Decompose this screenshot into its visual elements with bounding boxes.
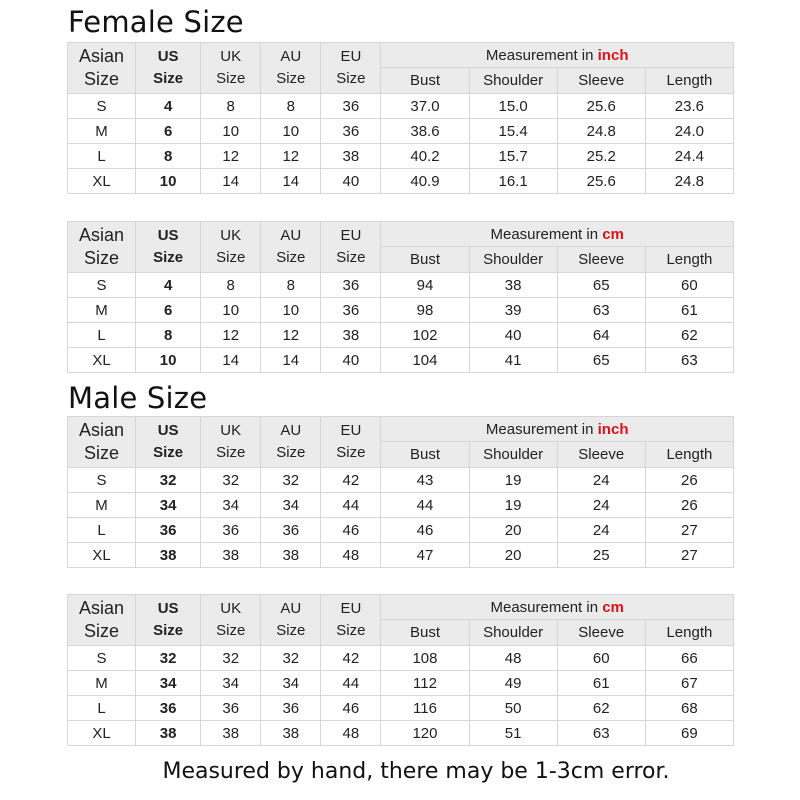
- uk-size-header-line2: Size: [216, 249, 246, 266]
- bust-cell: 38.6: [381, 119, 469, 144]
- length-cell: 27: [645, 518, 733, 543]
- table-row: [68, 169, 734, 194]
- length-cell: 66: [645, 646, 733, 671]
- bust-cell: 94: [381, 273, 469, 298]
- uk-size-header-line1: UK: [220, 600, 242, 617]
- uk-size-header-line1: UK: [220, 48, 242, 65]
- eu-size-header: [321, 222, 381, 273]
- eu-cell: 40: [321, 169, 381, 194]
- bust-cell: 108: [381, 646, 469, 671]
- eu-cell: 40: [321, 348, 381, 373]
- sleeve-header: Sleeve: [557, 247, 645, 273]
- measurement-unit: cm: [602, 225, 624, 243]
- measurement-prefix: Measurement in: [490, 225, 603, 243]
- header-row: [68, 595, 734, 620]
- us-cell: 8: [136, 323, 201, 348]
- us-size-header-line1: US: [157, 422, 179, 439]
- length-header: Length: [645, 442, 733, 468]
- table-row: [68, 696, 734, 721]
- shoulder-cell: 20: [469, 543, 557, 568]
- sleeve-cell: 63: [557, 721, 645, 746]
- asian-cell: XL: [68, 169, 136, 194]
- us-size-header-line1: US: [157, 227, 179, 244]
- au-size-header-line1: AU: [280, 422, 302, 439]
- table-row: [68, 119, 734, 144]
- au-cell: 8: [261, 273, 321, 298]
- au-cell: 14: [261, 169, 321, 194]
- table-row: [68, 671, 734, 696]
- uk-cell: 32: [201, 646, 261, 671]
- eu-cell: 46: [321, 518, 381, 543]
- eu-cell: 48: [321, 543, 381, 568]
- eu-size-header-line2: Size: [336, 249, 366, 266]
- bust-header: Bust: [381, 442, 469, 468]
- eu-size-header: [321, 417, 381, 468]
- eu-cell: 44: [321, 671, 381, 696]
- female-size-heading: Female Size: [68, 5, 244, 39]
- sleeve-cell: 24.8: [557, 119, 645, 144]
- us-cell: 36: [136, 518, 201, 543]
- sleeve-cell: 63: [557, 298, 645, 323]
- uk-size-header: [201, 595, 261, 646]
- sleeve-cell: 65: [557, 273, 645, 298]
- length-cell: 26: [645, 493, 733, 518]
- uk-cell: 10: [201, 119, 261, 144]
- uk-cell: 34: [201, 493, 261, 518]
- measurement-unit: inch: [597, 420, 629, 438]
- asian-size-header-line1: Asian: [79, 225, 125, 245]
- asian-size-header-line1: Asian: [79, 46, 125, 66]
- shoulder-cell: 48: [469, 646, 557, 671]
- au-size-header: [261, 43, 321, 94]
- bust-cell: 47: [381, 543, 469, 568]
- uk-cell: 12: [201, 323, 261, 348]
- sleeve-cell: 24: [557, 468, 645, 493]
- asian-cell: L: [68, 323, 136, 348]
- table-row: [68, 646, 734, 671]
- asian-cell: XL: [68, 543, 136, 568]
- uk-cell: 14: [201, 348, 261, 373]
- eu-cell: 44: [321, 493, 381, 518]
- au-cell: 10: [261, 298, 321, 323]
- sleeve-cell: 60: [557, 646, 645, 671]
- us-cell: 32: [136, 468, 201, 493]
- table-row: [68, 348, 734, 373]
- us-size-header-line2: Size: [153, 622, 184, 639]
- au-cell: 32: [261, 646, 321, 671]
- table-row: [68, 493, 734, 518]
- sleeve-cell: 24: [557, 518, 645, 543]
- asian-cell: L: [68, 696, 136, 721]
- au-size-header-line2: Size: [276, 70, 306, 87]
- us-size-header-line1: US: [157, 48, 179, 65]
- asian-cell: XL: [68, 348, 136, 373]
- bust-cell: 37.0: [381, 94, 469, 119]
- sleeve-header: Sleeve: [557, 442, 645, 468]
- eu-cell: 48: [321, 721, 381, 746]
- eu-cell: 36: [321, 273, 381, 298]
- eu-size-header-line1: EU: [340, 48, 362, 65]
- length-cell: 67: [645, 671, 733, 696]
- uk-cell: 36: [201, 518, 261, 543]
- eu-size-header-line1: EU: [340, 227, 362, 244]
- shoulder-cell: 40: [469, 323, 557, 348]
- bust-cell: 40.9: [381, 169, 469, 194]
- au-size-header-line2: Size: [276, 622, 306, 639]
- shoulder-cell: 51: [469, 721, 557, 746]
- sleeve-header: Sleeve: [557, 68, 645, 94]
- uk-cell: 34: [201, 671, 261, 696]
- table-row: [68, 273, 734, 298]
- us-cell: 4: [136, 273, 201, 298]
- bust-header: Bust: [381, 68, 469, 94]
- au-size-header: [261, 595, 321, 646]
- eu-size-header: [321, 43, 381, 94]
- us-cell: 34: [136, 493, 201, 518]
- sleeve-cell: 65: [557, 348, 645, 373]
- asian-size-header: [68, 43, 136, 94]
- length-cell: 24.8: [645, 169, 733, 194]
- eu-size-header-line1: EU: [340, 600, 362, 617]
- us-cell: 6: [136, 298, 201, 323]
- bust-header: Bust: [381, 247, 469, 273]
- shoulder-header: Shoulder: [469, 247, 557, 273]
- asian-cell: S: [68, 468, 136, 493]
- eu-cell: 38: [321, 323, 381, 348]
- length-cell: 27: [645, 543, 733, 568]
- asian-size-header-line2: Size: [84, 69, 120, 89]
- male-inch-table: [67, 416, 734, 568]
- eu-size-header-line2: Size: [336, 70, 366, 87]
- shoulder-cell: 38: [469, 273, 557, 298]
- header-row: [68, 417, 734, 442]
- eu-size-header-line2: Size: [336, 622, 366, 639]
- eu-cell: 46: [321, 696, 381, 721]
- length-cell: 68: [645, 696, 733, 721]
- au-cell: 34: [261, 493, 321, 518]
- eu-cell: 36: [321, 298, 381, 323]
- table-row: [68, 468, 734, 493]
- measurement-unit-header: [381, 595, 734, 620]
- measurement-prefix: Measurement in: [485, 46, 598, 64]
- eu-cell: 36: [321, 119, 381, 144]
- sleeve-cell: 25.6: [557, 169, 645, 194]
- us-cell: 32: [136, 646, 201, 671]
- measurement-footnote: Measured by hand, there may be 1-3cm error.: [162, 759, 670, 784]
- asian-cell: M: [68, 298, 136, 323]
- length-cell: 62: [645, 323, 733, 348]
- eu-size-header-line1: EU: [340, 422, 362, 439]
- asian-cell: L: [68, 518, 136, 543]
- au-cell: 14: [261, 348, 321, 373]
- shoulder-cell: 39: [469, 298, 557, 323]
- length-cell: 26: [645, 468, 733, 493]
- bust-cell: 116: [381, 696, 469, 721]
- uk-cell: 10: [201, 298, 261, 323]
- length-cell: 24.4: [645, 144, 733, 169]
- asian-cell: S: [68, 273, 136, 298]
- asian-cell: M: [68, 493, 136, 518]
- us-size-header: [136, 595, 201, 646]
- eu-size-header: [321, 595, 381, 646]
- us-size-header-line2: Size: [153, 70, 184, 87]
- asian-cell: M: [68, 671, 136, 696]
- length-header: Length: [645, 620, 733, 646]
- uk-cell: 32: [201, 468, 261, 493]
- us-size-header: [136, 222, 201, 273]
- length-cell: 61: [645, 298, 733, 323]
- au-cell: 10: [261, 119, 321, 144]
- sleeve-cell: 24: [557, 493, 645, 518]
- au-size-header: [261, 417, 321, 468]
- table-row: [68, 543, 734, 568]
- sleeve-cell: 62: [557, 696, 645, 721]
- au-cell: 38: [261, 721, 321, 746]
- header-row: [68, 43, 734, 68]
- table-row: [68, 518, 734, 543]
- us-size-header-line2: Size: [153, 249, 184, 266]
- shoulder-header: Shoulder: [469, 68, 557, 94]
- uk-cell: 12: [201, 144, 261, 169]
- uk-size-header-line2: Size: [216, 444, 246, 461]
- au-size-header-line1: AU: [280, 600, 302, 617]
- shoulder-cell: 15.0: [469, 94, 557, 119]
- bust-cell: 98: [381, 298, 469, 323]
- au-size-header-line1: AU: [280, 48, 302, 65]
- us-cell: 10: [136, 169, 201, 194]
- uk-size-header-line1: UK: [220, 422, 242, 439]
- header-row: [68, 222, 734, 247]
- au-size-header-line1: AU: [280, 227, 302, 244]
- measurement-prefix: Measurement in: [490, 598, 603, 616]
- asian-size-header: [68, 222, 136, 273]
- asian-size-header-line2: Size: [84, 621, 120, 641]
- uk-size-header: [201, 417, 261, 468]
- us-cell: 10: [136, 348, 201, 373]
- length-cell: 60: [645, 273, 733, 298]
- us-cell: 38: [136, 721, 201, 746]
- table-row: [68, 144, 734, 169]
- uk-cell: 8: [201, 273, 261, 298]
- shoulder-cell: 20: [469, 518, 557, 543]
- us-cell: 6: [136, 119, 201, 144]
- male-size-heading: Male Size: [68, 381, 208, 415]
- sleeve-cell: 25.6: [557, 94, 645, 119]
- shoulder-cell: 19: [469, 493, 557, 518]
- us-size-header: [136, 43, 201, 94]
- length-header: Length: [645, 247, 733, 273]
- asian-size-header-line2: Size: [84, 443, 120, 463]
- eu-cell: 42: [321, 468, 381, 493]
- table-row: [68, 721, 734, 746]
- eu-size-header-line2: Size: [336, 444, 366, 461]
- male-cm-table: [67, 594, 734, 746]
- au-cell: 36: [261, 518, 321, 543]
- au-size-header: [261, 222, 321, 273]
- table-row: [68, 298, 734, 323]
- au-cell: 12: [261, 144, 321, 169]
- female-cm-table: [67, 221, 734, 373]
- shoulder-header: Shoulder: [469, 620, 557, 646]
- asian-cell: XL: [68, 721, 136, 746]
- bust-header: Bust: [381, 620, 469, 646]
- female-inch-table: [67, 42, 734, 194]
- length-cell: 24.0: [645, 119, 733, 144]
- uk-cell: 8: [201, 94, 261, 119]
- shoulder-header: Shoulder: [469, 442, 557, 468]
- uk-cell: 38: [201, 543, 261, 568]
- asian-cell: L: [68, 144, 136, 169]
- au-cell: 34: [261, 671, 321, 696]
- uk-cell: 14: [201, 169, 261, 194]
- asian-cell: S: [68, 94, 136, 119]
- au-cell: 8: [261, 94, 321, 119]
- asian-size-header-line1: Asian: [79, 420, 125, 440]
- us-cell: 8: [136, 144, 201, 169]
- bust-cell: 112: [381, 671, 469, 696]
- uk-size-header: [201, 222, 261, 273]
- au-size-header-line2: Size: [276, 444, 306, 461]
- bust-cell: 102: [381, 323, 469, 348]
- measurement-unit: inch: [597, 46, 629, 64]
- us-cell: 34: [136, 671, 201, 696]
- bust-cell: 120: [381, 721, 469, 746]
- bust-cell: 44: [381, 493, 469, 518]
- shoulder-cell: 15.7: [469, 144, 557, 169]
- au-size-header-line2: Size: [276, 249, 306, 266]
- shoulder-cell: 41: [469, 348, 557, 373]
- au-cell: 38: [261, 543, 321, 568]
- asian-size-header-line2: Size: [84, 248, 120, 268]
- bust-cell: 40.2: [381, 144, 469, 169]
- eu-cell: 36: [321, 94, 381, 119]
- measurement-unit: cm: [602, 598, 624, 616]
- uk-size-header-line2: Size: [216, 70, 246, 87]
- sleeve-cell: 25.2: [557, 144, 645, 169]
- bust-cell: 43: [381, 468, 469, 493]
- measurement-unit-header: [381, 222, 734, 247]
- length-header: Length: [645, 68, 733, 94]
- us-cell: 36: [136, 696, 201, 721]
- au-cell: 32: [261, 468, 321, 493]
- uk-cell: 36: [201, 696, 261, 721]
- asian-size-header: [68, 595, 136, 646]
- shoulder-cell: 49: [469, 671, 557, 696]
- shoulder-cell: 16.1: [469, 169, 557, 194]
- sleeve-cell: 25: [557, 543, 645, 568]
- shoulder-cell: 19: [469, 468, 557, 493]
- bust-cell: 104: [381, 348, 469, 373]
- measurement-unit-header: [381, 43, 734, 68]
- asian-size-header: [68, 417, 136, 468]
- bust-cell: 46: [381, 518, 469, 543]
- eu-cell: 38: [321, 144, 381, 169]
- us-size-header-line2: Size: [153, 444, 184, 461]
- uk-size-header-line2: Size: [216, 622, 246, 639]
- measurement-unit-header: [381, 417, 734, 442]
- shoulder-cell: 50: [469, 696, 557, 721]
- us-size-header: [136, 417, 201, 468]
- length-cell: 63: [645, 348, 733, 373]
- us-size-header-line1: US: [157, 600, 179, 617]
- asian-size-header-line1: Asian: [79, 598, 125, 618]
- shoulder-cell: 15.4: [469, 119, 557, 144]
- asian-cell: S: [68, 646, 136, 671]
- uk-size-header-line1: UK: [220, 227, 242, 244]
- table-row: [68, 94, 734, 119]
- au-cell: 12: [261, 323, 321, 348]
- measurement-prefix: Measurement in: [485, 420, 598, 438]
- eu-cell: 42: [321, 646, 381, 671]
- uk-cell: 38: [201, 721, 261, 746]
- us-cell: 38: [136, 543, 201, 568]
- sleeve-cell: 61: [557, 671, 645, 696]
- table-row: [68, 323, 734, 348]
- au-cell: 36: [261, 696, 321, 721]
- us-cell: 4: [136, 94, 201, 119]
- length-cell: 23.6: [645, 94, 733, 119]
- length-cell: 69: [645, 721, 733, 746]
- uk-size-header: [201, 43, 261, 94]
- asian-cell: M: [68, 119, 136, 144]
- sleeve-header: Sleeve: [557, 620, 645, 646]
- sleeve-cell: 64: [557, 323, 645, 348]
